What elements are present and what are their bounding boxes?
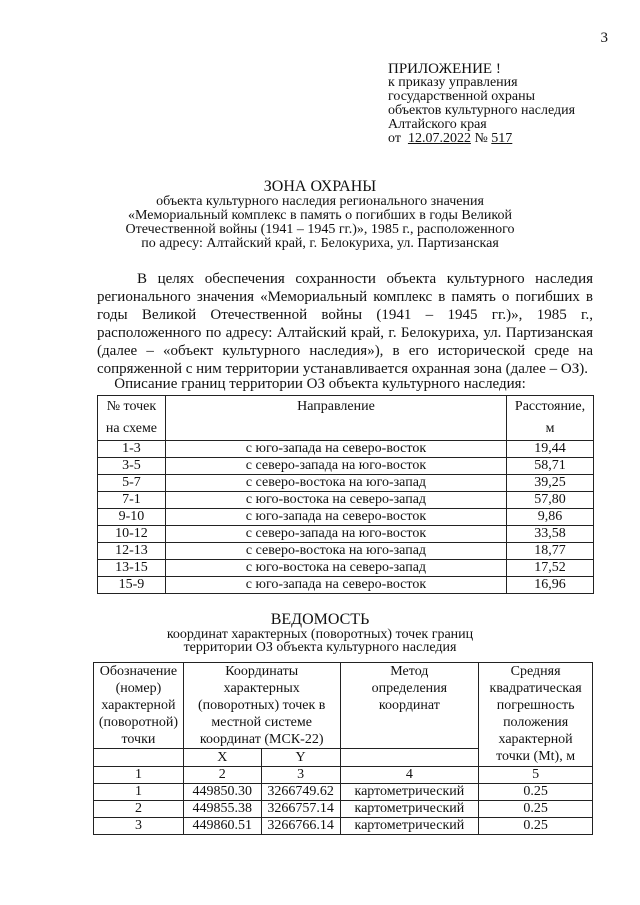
points-cell: 5-7 — [98, 475, 166, 492]
designation-spacer — [94, 749, 184, 767]
table-row — [98, 509, 594, 526]
direction-cell: с юго-запада на северо-восток — [165, 441, 506, 458]
column-number: 2 — [183, 767, 261, 784]
x-header: X — [183, 749, 261, 767]
column-number: 3 — [261, 767, 340, 784]
zone-heading — [0, 180, 640, 251]
order-from-label: от — [388, 131, 401, 146]
table-row — [94, 801, 593, 818]
method-spacer — [340, 749, 479, 767]
vedomost-heading — [0, 612, 640, 654]
distance-cell: 18,77 — [507, 543, 594, 560]
direction-header: Направление — [165, 396, 506, 441]
method-cell: картометрический — [340, 801, 479, 818]
point-cell: 1 — [94, 784, 184, 801]
header-line: точки — [121, 732, 156, 747]
error-cell: 0.25 — [479, 818, 593, 835]
header-line: Координаты — [225, 664, 299, 679]
table-row — [94, 784, 593, 801]
coordinates-header — [183, 663, 340, 749]
appendix-line: к приказу управления — [388, 75, 518, 90]
direction-cell: с юго-запада на северо-восток — [165, 577, 506, 594]
distance-cell: 17,52 — [507, 560, 594, 577]
coordinates-table-header — [94, 663, 593, 749]
appendix-line: объектов культурного наследия — [388, 103, 576, 118]
column-number: 4 — [340, 767, 479, 784]
y-cell: 3266757.14 — [261, 801, 340, 818]
appendix-line: государственной охраны — [388, 89, 536, 104]
table-row — [98, 441, 594, 458]
points-header-line: № точек — [106, 399, 157, 414]
points-cell: 13-15 — [98, 560, 166, 577]
y-header: Y — [261, 749, 340, 767]
zone-title: ЗОНА ОХРАНЫ — [263, 178, 377, 195]
page-number: 3 — [600, 30, 608, 46]
error-cell: 0.25 — [479, 801, 593, 818]
intro-paragraph — [97, 270, 593, 378]
header-line: (номер) — [115, 681, 162, 696]
header-line: (поворотных) точек в — [198, 698, 326, 713]
header-line: характерных — [223, 681, 300, 696]
point-cell: 3 — [94, 818, 184, 835]
zone-subtitle-line: Отечественной войны (1941 – 1945 гг.)», 1985 г., расположенного — [125, 222, 515, 237]
table-row — [98, 475, 594, 492]
zone-subtitle-line: по адресу: Алтайский край, г. Белокуриха, ул. Партизанская — [141, 236, 499, 251]
points-cell: 15-9 — [98, 577, 166, 594]
distance-cell: 58,71 — [507, 458, 594, 475]
direction-cell: с северо-запада на юго-восток — [165, 526, 506, 543]
appendix-line: Алтайского края — [388, 117, 487, 132]
method-cell: картометрический — [340, 784, 479, 801]
x-cell: 449850.30 — [183, 784, 261, 801]
order-number: 517 — [491, 131, 513, 146]
header-line: определения — [371, 681, 448, 696]
header-line: точки (Mt), м — [496, 749, 576, 764]
appendix-block — [388, 62, 575, 146]
table-row — [98, 577, 594, 594]
error-header — [479, 663, 593, 767]
y-cell: 3266766.14 — [261, 818, 340, 835]
distance-cell: 16,96 — [507, 577, 594, 594]
intro-text: В целях обеспечения сохранности объекта культурного наследия регионального значения «Мемориальный комплекс в память о погибших в годы Великой Отечественной войны (1941 – 1945 гг.)», 1985 г., расположенного по адресу: Алтайский край, г. Белокуриха, ул. Партизанская (далее – «объект культурного наследия»), в его исторической среде на сопряженной с ним территории устанавливается охранная зона (далее – ОЗ). — [97, 271, 593, 377]
x-cell: 449855.38 — [183, 801, 261, 818]
header-line: (поворотной) — [98, 715, 179, 730]
order-reference — [388, 132, 575, 146]
table-row — [98, 543, 594, 560]
zone-subtitle-line: «Мемориальный комплекс в память о погибших в годы Великой — [128, 208, 512, 223]
zone-subtitle-line: объекта культурного наследия регионального значения — [156, 194, 484, 209]
distance-cell: 19,44 — [507, 441, 594, 458]
distance-cell: 57,80 — [507, 492, 594, 509]
header-line: погрешность — [496, 698, 575, 713]
header-line: Метод — [390, 664, 429, 679]
vedomost-subtitle-line: координат характерных (поворотных) точек границ — [166, 627, 474, 642]
points-cell: 3-5 — [98, 458, 166, 475]
boundary-table — [97, 395, 594, 594]
table-row — [98, 458, 594, 475]
distance-cell: 9,86 — [507, 509, 594, 526]
points-cell: 1-3 — [98, 441, 166, 458]
table-row — [98, 492, 594, 509]
header-line: квадратическая — [489, 681, 582, 696]
header-line: характерной — [498, 732, 573, 747]
header-line: характерной — [101, 698, 176, 713]
header-line: положения — [503, 715, 569, 730]
order-number-sign: № — [474, 131, 488, 146]
distance-cell: 33,58 — [507, 526, 594, 543]
boundary-description-caption: Описание границ территории ОЗ объекта культурного наследия: — [114, 376, 526, 392]
vedomost-subtitle-line: территории ОЗ объекта культурного наследия — [183, 640, 457, 655]
points-cell: 7-1 — [98, 492, 166, 509]
x-cell: 449860.51 — [183, 818, 261, 835]
order-date: 12.07.2022 — [407, 131, 471, 146]
header-line: Обозначение — [99, 664, 178, 679]
points-cell: 10-12 — [98, 526, 166, 543]
header-line: местной системе — [211, 715, 312, 730]
header-line: координат — [378, 698, 440, 713]
method-cell: картометрический — [340, 818, 479, 835]
column-number: 5 — [479, 767, 593, 784]
distance-cell: 39,25 — [507, 475, 594, 492]
column-number: 1 — [94, 767, 184, 784]
method-header — [340, 663, 479, 749]
distance-header — [507, 396, 594, 441]
direction-cell: с северо-востока на юго-запад — [165, 543, 506, 560]
header-line: координат (МСК-22) — [199, 732, 324, 747]
coordinates-table — [93, 662, 593, 835]
appendix-title: ПРИЛОЖЕНИЕ ! — [388, 61, 501, 77]
column-number-row — [94, 767, 593, 784]
direction-cell: с юго-запада на северо-восток — [165, 509, 506, 526]
boundary-table-header — [98, 396, 594, 441]
error-cell: 0.25 — [479, 784, 593, 801]
points-cell: 12-13 — [98, 543, 166, 560]
y-cell: 3266749.62 — [261, 784, 340, 801]
points-cell: 9-10 — [98, 509, 166, 526]
vedomost-title: ВЕДОМОСТЬ — [270, 611, 370, 628]
direction-cell: с северо-востока на юго-запад — [165, 475, 506, 492]
table-row — [98, 526, 594, 543]
distance-header-line: Расстояние, — [514, 399, 586, 414]
direction-cell: с юго-востока на северо-запад — [165, 560, 506, 577]
points-header — [98, 396, 166, 441]
table-row — [94, 818, 593, 835]
distance-header-line: м — [545, 421, 555, 436]
direction-cell: с северо-запада на юго-восток — [165, 458, 506, 475]
direction-cell: с юго-востока на северо-запад — [165, 492, 506, 509]
point-cell: 2 — [94, 801, 184, 818]
header-line: Средняя — [510, 664, 561, 679]
table-row — [98, 560, 594, 577]
designation-header — [94, 663, 184, 749]
points-header-line: на схеме — [105, 421, 158, 436]
